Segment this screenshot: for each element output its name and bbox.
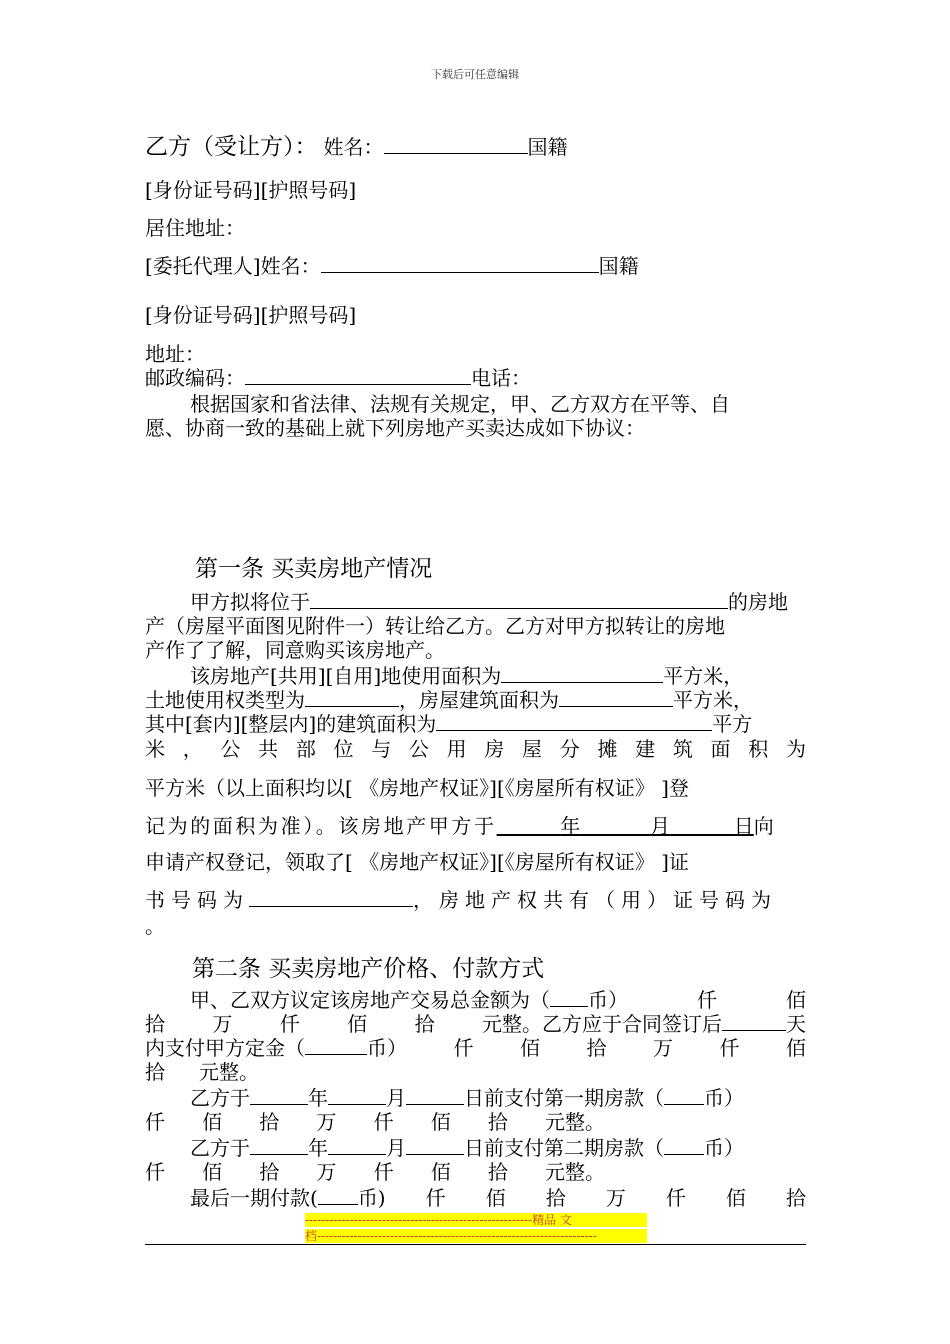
justified-char: 筑 (672, 737, 693, 761)
unit-char: 拾 (586, 1036, 607, 1060)
date-underline (497, 814, 754, 838)
unit-char: 元整。 (544, 1160, 605, 1184)
location-blank (310, 590, 728, 609)
a1-line-6 (145, 712, 752, 736)
unit-char: 仟 (453, 1036, 474, 1060)
address-label: 地址： (145, 342, 205, 366)
article-1-title: 第一条 买卖房地产情况 (195, 556, 433, 582)
a1-text: ，房地产权共有（用）证号码为 (413, 888, 777, 912)
footer-line-2: 档--------------------------------------------------------------------- (305, 1229, 647, 1243)
month-label: 月 (650, 814, 671, 838)
unit-char: 拾 (145, 1060, 165, 1084)
year-label: 年 (560, 814, 581, 838)
a2-text: 月 (386, 1136, 406, 1160)
justified-char: 面 (710, 737, 731, 761)
a2-text: 内支付甲方定金（ (145, 1036, 305, 1060)
a2-text: 币） (367, 1036, 407, 1060)
a1-text: 平方 (712, 712, 753, 736)
unit-char: 万 (653, 1036, 673, 1060)
a1-text: 平方米， (673, 688, 753, 712)
intro-line-2: 愿、协商一致的基础上就下列房地产买卖达成如下协议： (145, 416, 645, 440)
postal-line (145, 366, 531, 390)
a2-line-7 (190, 1136, 806, 1160)
a1-text: 其中[套内][整层内]的建筑面积为 (145, 712, 437, 736)
unit-char: 佰 (786, 1036, 806, 1060)
pay1-month-blank (328, 1086, 386, 1105)
a1-line-4 (190, 664, 743, 688)
a2-line-3 (145, 1036, 806, 1060)
unit-char: 佰 (485, 1186, 506, 1210)
day-label: 日 (733, 814, 754, 838)
a2-text: 币） (704, 1086, 744, 1110)
unit-char: 拾 (487, 1110, 508, 1134)
unit-char: 佰 (347, 1012, 368, 1036)
unit-char: 仟 (373, 1160, 394, 1184)
a2-line-5 (190, 1086, 806, 1110)
a2-text: 元整。乙方应于合同签订后 (481, 1012, 722, 1036)
a1-line-2: 产（房屋平面图见附件一）转让给乙方。乙方对甲方拟转让的房地 (145, 614, 725, 638)
a2-line-8 (145, 1160, 605, 1184)
a2-text: 币) (357, 1186, 386, 1210)
postal-label: 邮政编码： (145, 366, 245, 390)
building-area-blank (559, 688, 673, 707)
agent-line (145, 254, 639, 278)
footer-rule (145, 1244, 806, 1245)
party-b-block (145, 128, 568, 161)
agent-id-line: [身份证号码][护照号码] (145, 303, 357, 327)
unit-char: 仟 (279, 1012, 300, 1036)
unit-char: 仟 (145, 1160, 165, 1184)
pay2-currency-blank (664, 1136, 704, 1155)
a1-text: 平方米， (663, 664, 744, 688)
a2-text: 币） (588, 988, 628, 1012)
pay2-day-blank (406, 1136, 464, 1155)
unit-char: 佰 (430, 1110, 451, 1134)
a2-text: 乙方于 (190, 1086, 250, 1110)
unit-char: 万 (316, 1160, 337, 1184)
phone-label: 电话： (471, 366, 531, 390)
a1-line-7 (145, 737, 806, 761)
id-line: [身份证号码][护照号码] (145, 178, 357, 202)
unit-char: 仟 (145, 1110, 165, 1134)
unit-char: 万 (605, 1186, 626, 1210)
agent-nationality: 国籍 (598, 254, 639, 278)
justified-char: 与 (371, 737, 392, 761)
footer-line-1: --------------------------------------------------------精品 文 (305, 1213, 647, 1227)
unit-char: 元整。 (544, 1110, 605, 1134)
pay2-month-blank (328, 1136, 386, 1155)
justified-char: 房 (484, 737, 505, 761)
justified-char: 共 (258, 737, 279, 761)
unit-char: 仟 (425, 1186, 446, 1210)
name-label: 姓名： (323, 135, 384, 159)
unit-char: 拾 (259, 1160, 280, 1184)
justified-char: 屋 (522, 737, 543, 761)
intro-line-1: 根据国家和省法律、法规有关规定，甲、乙方双方在平等、自 (190, 392, 730, 416)
a2-text: 乙方于 (190, 1136, 250, 1160)
unit-char: 仟 (373, 1110, 394, 1134)
unit-char: 佰 (520, 1036, 540, 1060)
justified-char: 位 (333, 737, 354, 761)
justified-char: 部 (295, 737, 316, 761)
unit-char: 万 (212, 1012, 233, 1036)
a1-text: 的房地 (728, 590, 788, 614)
a2-segment (190, 1086, 744, 1110)
a1-line-10: 申请产权登记，领取了[ 《房地产权证》][《房屋所有权证》 ]证 (145, 850, 689, 874)
justified-char: 公 (408, 737, 429, 761)
a2-line-6 (145, 1110, 605, 1134)
deposit-currency-blank (305, 1036, 367, 1055)
unit-char: 仟 (697, 988, 717, 1012)
justified-char: 公 (220, 737, 241, 761)
a2-line-1 (190, 988, 806, 1012)
unit-char: 佰 (202, 1110, 223, 1134)
a2-text: 币） (704, 1136, 744, 1160)
a2-text: 年 (308, 1136, 328, 1160)
unit-char: 拾 (785, 1186, 806, 1210)
unit-char: 拾 (145, 1012, 165, 1036)
inner-area-blank (436, 712, 712, 731)
header-note: 下载后可任意编辑 (431, 68, 519, 81)
justified-char: 分 (559, 737, 580, 761)
a2-line-4 (145, 1060, 259, 1084)
a2-text: 天 (785, 1012, 806, 1036)
a1-text: 甲方拟将位于 (190, 590, 310, 614)
justified-char: 为 (785, 737, 806, 761)
unit-char: 佰 (725, 1186, 746, 1210)
nationality-label: 国籍 (527, 135, 568, 159)
agent-name-blank (321, 254, 599, 273)
a2-text: 日前支付第二期房款（ (464, 1136, 664, 1160)
land-type-blank (305, 688, 399, 707)
a2-text: 年 (308, 1086, 328, 1110)
unit-char: 拾 (487, 1160, 508, 1184)
unit-char: 万 (316, 1110, 337, 1134)
justified-char: 积 (748, 737, 769, 761)
final-currency-blank (318, 1186, 358, 1205)
a2-segment (190, 988, 628, 1012)
a1-line-5 (145, 688, 753, 712)
land-area-blank (501, 664, 663, 683)
a2-text: 最后一期付款( (190, 1186, 318, 1210)
unit-char: 拾 (545, 1186, 566, 1210)
article-2-title: 第二条 买卖房地产价格、付款方式 (192, 956, 545, 982)
postal-blank (245, 366, 471, 385)
a2-line-9 (190, 1186, 806, 1210)
unit-char: 佰 (430, 1160, 451, 1184)
justified-char: 米 (145, 737, 165, 761)
a1-line-3: 产作了了解，同意购买该房地产。 (145, 638, 445, 662)
justified-char: 建 (635, 737, 656, 761)
party-b-title: 乙方（受让方）： (145, 134, 318, 160)
a1-line-8: 平方米（以上面积均以[ 《房地产权证》][《房屋所有权证》 ]登 (145, 776, 689, 800)
a2-text: 甲、乙双方议定该房地产交易总金额为（ (190, 988, 550, 1012)
unit-char: 仟 (719, 1036, 740, 1060)
currency-blank (550, 988, 588, 1007)
name-blank (384, 135, 528, 154)
a2-segment (482, 1012, 806, 1036)
justified-char: ， (182, 737, 203, 761)
a1-line-1 (190, 590, 788, 614)
a1-text: 土地使用权类型为 (145, 688, 305, 712)
unit-char: 仟 (665, 1186, 686, 1210)
a1-text: 书号码为 (145, 888, 249, 912)
a1-line-9 (145, 814, 776, 838)
pay2-year-blank (250, 1136, 308, 1155)
a2-text: 日前支付第一期房款（ (464, 1086, 664, 1110)
justified-char: 用 (446, 737, 467, 761)
unit-char: 拾 (259, 1110, 280, 1134)
a2-segment (190, 1136, 744, 1160)
a2-segment (190, 1186, 386, 1210)
unit-char: 拾 (414, 1012, 435, 1036)
a1-text: 该房地产[共用][自用]地使用面积为 (190, 664, 502, 688)
days-blank (722, 1012, 786, 1031)
justified-char: 摊 (597, 737, 618, 761)
unit-char: 元整。 (199, 1060, 259, 1084)
unit-char: 佰 (202, 1160, 223, 1184)
a1-text: ，房屋建筑面积为 (399, 688, 559, 712)
a1-line-11 (145, 888, 777, 912)
pay1-day-blank (406, 1086, 464, 1105)
cert-number-blank (249, 888, 413, 907)
a2-line-2 (145, 1012, 806, 1036)
a2-text: 月 (386, 1086, 406, 1110)
a1-text: 记为的面积为准）。该房地产甲方于 (145, 814, 497, 838)
pay1-currency-blank (664, 1086, 704, 1105)
a1-line-12: 。 (145, 914, 165, 938)
a1-text: 向 (753, 814, 777, 838)
pay1-year-blank (250, 1086, 308, 1105)
a2-segment (145, 1036, 407, 1060)
unit-char: 佰 (786, 988, 806, 1012)
agent-label: [委托代理人]姓名： (145, 254, 321, 278)
residence-label: 居住地址： (145, 216, 245, 240)
